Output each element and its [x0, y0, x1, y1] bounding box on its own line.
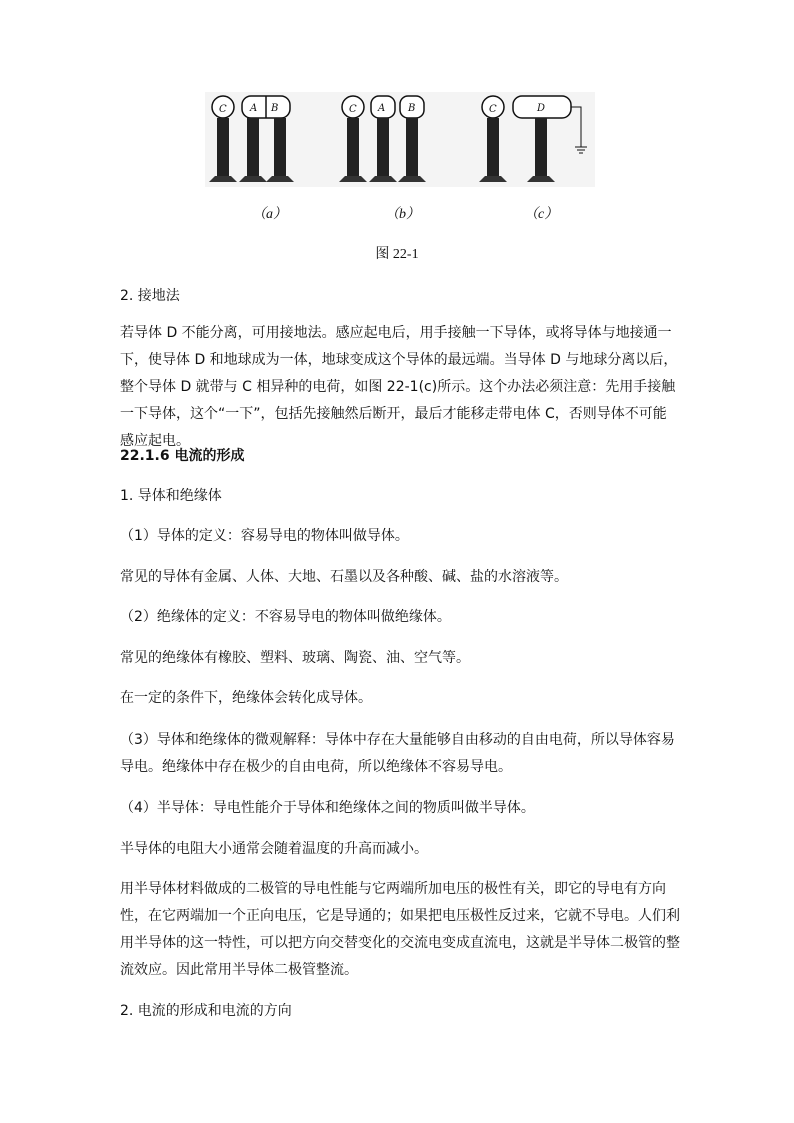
paragraph-semiconductor-def: （4）半导体：导电性能介于导体和绝缘体之间的物质叫做半导体。	[120, 800, 535, 816]
conductor-d-label: D	[537, 103, 546, 114]
conductor-a-label: A	[250, 103, 258, 114]
paragraph-conductor-def: （1）导体的定义：容易导电的物体叫做导体。	[120, 528, 409, 544]
sphere-label: C	[489, 104, 497, 115]
paragraph-grounding: 若导体 D 不能分离，可用接地法。感应起电后，用手接触一下导体，或将导体与地接通一下，使导体 D 和地球成为一体，地球变成这个导体的最远端。当导体 D 与地球分离以后，整个导体 D 就带与 C 相异种的电荷，如图 22-1(c)所示。这个办法必须注意：先用手接触一下导体，这个“一下”，包括先接触然后断开，最后才能移走带电体 C，否则导体不可能感应起电。	[120, 325, 678, 449]
conductor-b-label: B	[271, 103, 279, 114]
panel-a	[209, 96, 294, 182]
sphere-label: C	[349, 104, 357, 115]
figure-caption: 图 22-1	[375, 247, 419, 262]
panel-b	[339, 96, 426, 182]
paragraph-micro-explanation: （3）导体和绝缘体的微观解释：导体中存在大量能够自由移动的自由电荷，所以导体容易导电。绝缘体中存在极少的自由电荷，所以绝缘体不容易导电。	[120, 732, 675, 775]
paragraph-insulator-conversion: 在一定的条件下，绝缘体会转化成导体。	[120, 690, 372, 706]
section-heading-22-1-6: 22.1.6 电流的形成	[120, 448, 245, 464]
sphere-label: C	[219, 104, 227, 115]
conductor-b-label: B	[408, 103, 416, 114]
conductor-a-label: A	[378, 103, 386, 114]
sublabel-b: （b）	[385, 207, 420, 222]
sublabel-c: （c）	[524, 207, 559, 222]
paragraph-semiconductor-resistance: 半导体的电阻大小通常会随着温度的升高而减小。	[120, 841, 428, 857]
heading-grounding-method: 2. 接地法	[120, 288, 180, 304]
figure-22-1	[205, 92, 595, 187]
heading-conductors-insulators: 1. 导体和绝缘体	[120, 488, 222, 504]
heading-current-formation: 2. 电流的形成和电流的方向	[120, 1003, 292, 1019]
paragraph-common-insulators: 常见的绝缘体有橡胶、塑料、玻璃、陶瓷、油、空气等。	[120, 650, 470, 666]
paragraph-common-conductors: 常见的导体有金属、人体、大地、石墨以及各种酸、碱、盐的水溶液等。	[120, 569, 568, 585]
paragraph-insulator-def: （2）绝缘体的定义：不容易导电的物体叫做绝缘体。	[120, 609, 451, 625]
electroscope-diagram	[205, 92, 595, 187]
sublabel-a: （a）	[252, 207, 287, 222]
paragraph-diode: 用半导体材料做成的二极管的导电性能与它两端所加电压的极性有关，即它的导电有方向性，在它两端加一个正向电压，它是导通的；如果把电压极性反过来，它就不导电。人们利用半导体的这一特性，可以把方向交替变化的交流电变成直流电，这就是半导体二极管的整流效应。因此常用半导体二极管整流。	[120, 881, 680, 978]
